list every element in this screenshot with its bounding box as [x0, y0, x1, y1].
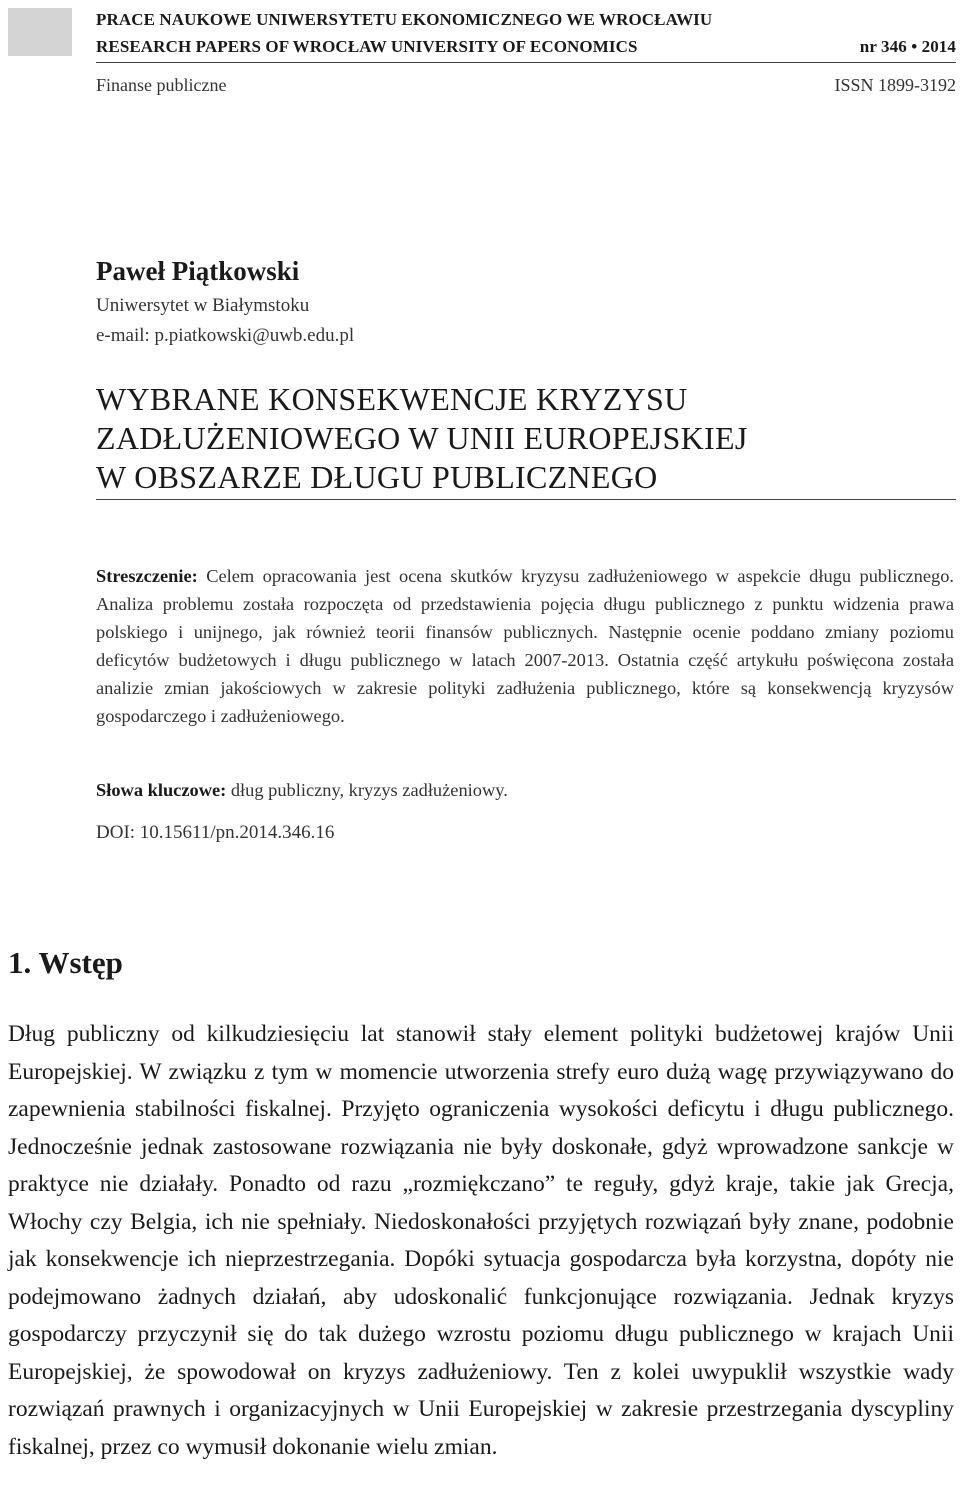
author-name: Paweł Piątkowski	[96, 256, 300, 286]
issue-number: nr 346 • 2014	[859, 37, 956, 56]
journal-logo-block	[8, 8, 72, 56]
author-affiliation: Uniwersytet w Białymstoku	[96, 295, 310, 316]
journal-name-en	[96, 36, 956, 58]
doi[interactable]: DOI: 10.15611/pn.2014.346.16	[96, 822, 335, 843]
title-line-2: ZADŁUŻENIOWEGO W UNII EUROPEJSKIEJ	[96, 420, 748, 456]
issn: ISSN 1899-3192	[834, 75, 956, 95]
author-email[interactable]: e-mail: p.piatkowski@uwb.edu.pl	[96, 325, 355, 346]
header-rule	[96, 62, 956, 63]
abstract-text: Celem opracowania jest ocena skutków kryzysu zadłużeniowego w aspekcie długu publicznego. Analiza problemu została rozpoczęta od przedstawienia pojęcia długu publicznego z punktu widzenia prawa polskiego i unijnego, jak również teorii finansów publicznych. Następnie ocenie poddano zmiany poziomu deficytów budżetowych i długu publicznego w latach 2007-2013. Ostatnia część artykułu poświęcona została analizie zmian jakościowych w zakresie polityki zadłużenia publicznego, które są konsekwencją kryzysów gospodarczego i zadłużeniowego.	[96, 566, 954, 726]
keywords	[96, 780, 508, 801]
keywords-text: dług publiczny, kryzys zadłużeniowy.	[226, 780, 508, 800]
keywords-label: Słowa kluczowe:	[96, 780, 227, 800]
journal-name-pl: PRACE NAUKOWE UNIWERSYTETU EKONOMICZNEGO WE WROCŁAWIU	[96, 10, 713, 29]
title-rule	[96, 499, 956, 500]
abstract-label: Streszczenie:	[96, 566, 198, 586]
article-title	[96, 380, 748, 497]
series-name: Finanse publiczne	[96, 75, 227, 95]
section-heading: 1. Wstęp	[8, 945, 123, 980]
journal-name-en-text: RESEARCH PAPERS OF WROCŁAW UNIVERSITY OF ECONOMICS	[96, 37, 638, 56]
section-body: Dług publiczny od kilkudziesięciu lat stanowił stały element polityki budżetowej krajów Unii Europejskiej. W związku z tym w momencie utworzenia strefy euro dużą wagę przywiązywano do zapewnienia stabilności fiskalnej. Przyjęto ograniczenia wysokości deficytu i długu publicznego. Jednocześnie jednak zastosowane rozwiązania nie były doskonałe, gdyż wprowadzone sankcje w praktyce nie działały. Ponadto od razu „rozmiękczano” te reguły, gdyż kraje, takie jak Grecja, Włochy czy Belgia, ich nie spełniały. Niedoskonałości przyjętych rozwiązań były znane, podobnie jak konsekwencje ich nieprzestrzegania. Dopóki sytuacja gospodarcza była korzystna, dopóty nie podejmowano żadnych działań, aby udoskonalić funkcjonujące rozwiązania. Jednak kryzys gospodarczy przyczynił się do tak dużego wzrostu poziomu długu publicznego w krajach Unii Europejskiej, że spowodował on kryzys zadłużeniowy. Ten z kolei uwypuklił wszystkie wady rozwiązań prawnych i organizacyjnych w Unii Europejskiej w zakresie przestrzegania dyscypliny fiskalnej, przez co wymusił dokonanie wielu zmian.	[8, 1021, 954, 1460]
abstract	[96, 562, 954, 730]
title-line-3: W OBSZARZE DŁUGU PUBLICZNEGO	[96, 459, 658, 495]
title-line-1: WYBRANE KONSEKWENCJE KRYZYSU	[96, 381, 688, 417]
